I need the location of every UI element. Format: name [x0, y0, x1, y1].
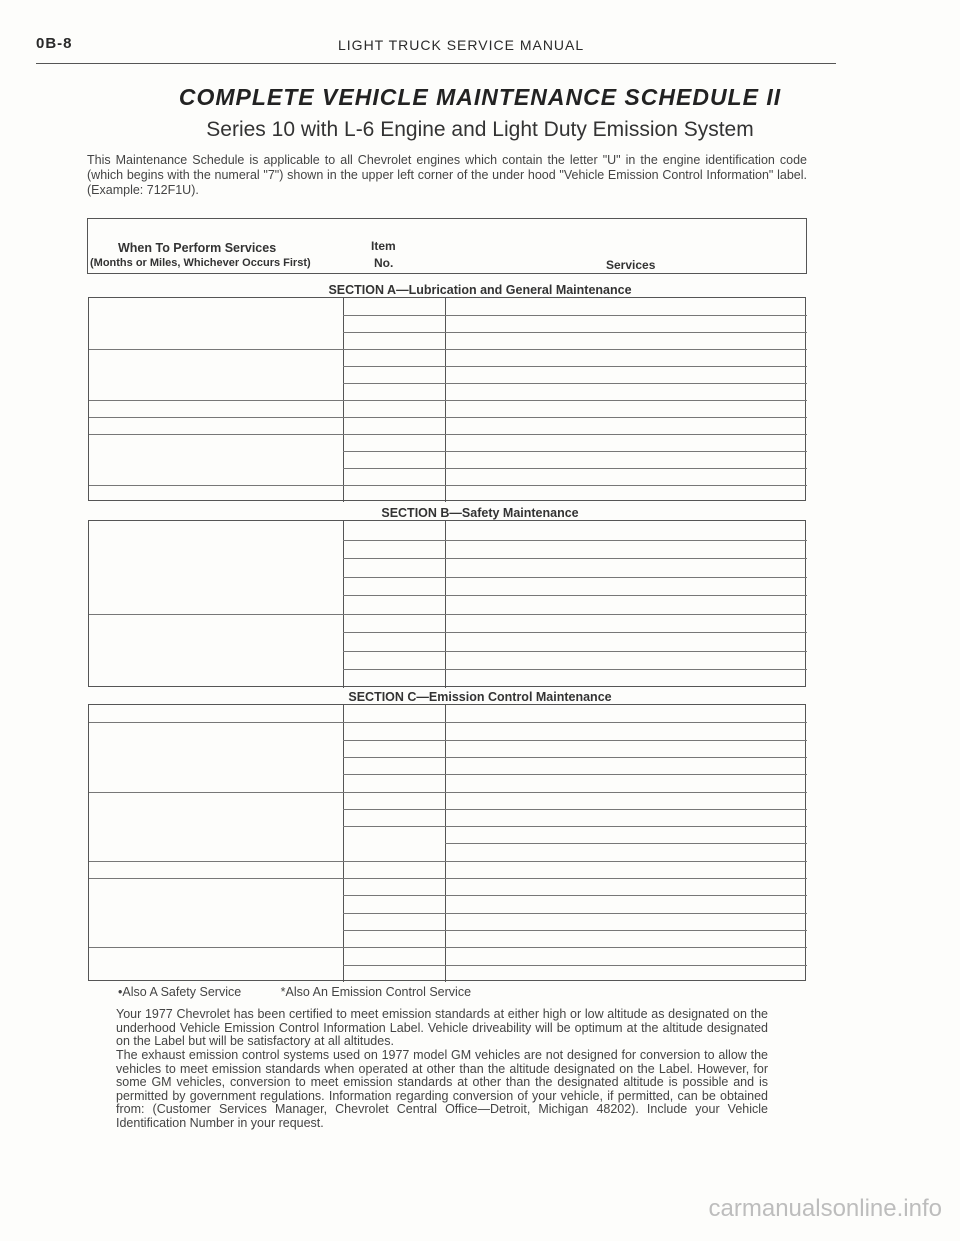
intro-paragraph: This Maintenance Schedule is applicable to all Chevrolet engines which contain the letter "U" in the engine identification code (which begins with the numeral "7") shown in the upper left corner of the under hood "Vehicle Emission Control Information" label. (Example: 712F1U). — [87, 153, 807, 197]
row-rule — [343, 774, 807, 775]
row-rule — [343, 651, 807, 652]
legend-emission: *Also An Emission Control Service — [280, 985, 472, 999]
row-rule — [343, 965, 807, 966]
row-rule — [445, 843, 807, 844]
section-c-title: SECTION C—Emission Control Maintenance — [348, 690, 612, 704]
service-column-rule — [445, 521, 446, 688]
row-rule — [89, 792, 807, 793]
row-rule — [89, 349, 807, 350]
page-number: 0B-8 — [36, 35, 73, 52]
when-header: When To Perform Services — [118, 241, 277, 255]
row-rule — [343, 913, 807, 914]
section-b-table — [88, 520, 806, 687]
row-rule — [343, 366, 807, 367]
running-head: LIGHT TRUCK SERVICE MANUAL — [338, 37, 585, 53]
row-rule — [89, 861, 807, 862]
row-rule — [343, 632, 807, 633]
item-no-header: No. — [374, 256, 394, 270]
row-rule — [343, 383, 807, 384]
table-header — [87, 218, 807, 274]
row-rule — [343, 558, 807, 559]
row-rule — [343, 809, 807, 810]
section-b-title: SECTION B—Safety Maintenance — [381, 506, 579, 520]
row-rule — [343, 595, 807, 596]
row-rule — [89, 722, 807, 723]
page-subtitle: Series 10 with L-6 Engine and Light Duty Emission System — [206, 118, 754, 141]
footnote-conversion: The exhaust emission control systems used on 1977 model GM vehicles are not designed for conversion to allow the vehicles to meet emission standards when operated at other than the altitude designated on the Label. However, for some GM vehicles, conversion to meet emission standards at other than the designated altitude is possible and is permitted by government regulations. Information regarding conversion of your vehicle, if permitted, can be obtained from: (Customer Services Manager, Chevrolet Central Office—Detroit, Michigan 48202). Include your Vehicle Identification Number in your request. — [116, 1048, 768, 1130]
row-rule — [343, 930, 807, 931]
header-rule — [36, 63, 836, 64]
section-a-title: SECTION A—Lubrication and General Maintenance — [328, 283, 632, 297]
row-rule — [343, 740, 807, 741]
row-rule — [343, 826, 807, 827]
watermark: carmanualsonline.info — [708, 1195, 942, 1222]
row-rule — [89, 400, 807, 401]
row-rule — [89, 417, 807, 418]
row-rule — [343, 451, 807, 452]
footnote-altitude: Your 1977 Chevrolet has been certified to meet emission standards at either high or low altitude as designated on the underhood Vehicle Emission Control Information Label. Vehicle driveability will be optimum at the altitude designated on the Label but will be satisfactory at all altitudes. — [116, 1007, 768, 1048]
row-rule — [89, 878, 807, 879]
row-rule — [89, 434, 807, 435]
row-rule — [89, 947, 807, 948]
legend — [118, 985, 507, 999]
row-rule — [343, 540, 807, 541]
item-header: Item — [371, 239, 396, 253]
row-rule — [89, 485, 807, 486]
when-subheader: (Months or Miles, Whichever Occurs First) — [90, 257, 311, 269]
legend-safety: •Also A Safety Service — [118, 985, 242, 999]
item-column-rule — [343, 521, 344, 688]
services-header: Services — [606, 258, 656, 272]
row-rule — [343, 757, 807, 758]
item-column-rule — [343, 705, 344, 982]
section-c-table — [88, 704, 806, 981]
row-rule — [343, 895, 807, 896]
row-rule — [343, 332, 807, 333]
row-rule — [343, 669, 807, 670]
row-rule — [343, 468, 807, 469]
page-title: COMPLETE VEHICLE MAINTENANCE SCHEDULE II — [178, 84, 782, 110]
section-a-table — [88, 297, 806, 501]
row-rule — [343, 315, 807, 316]
row-rule — [89, 614, 807, 615]
row-rule — [343, 577, 807, 578]
